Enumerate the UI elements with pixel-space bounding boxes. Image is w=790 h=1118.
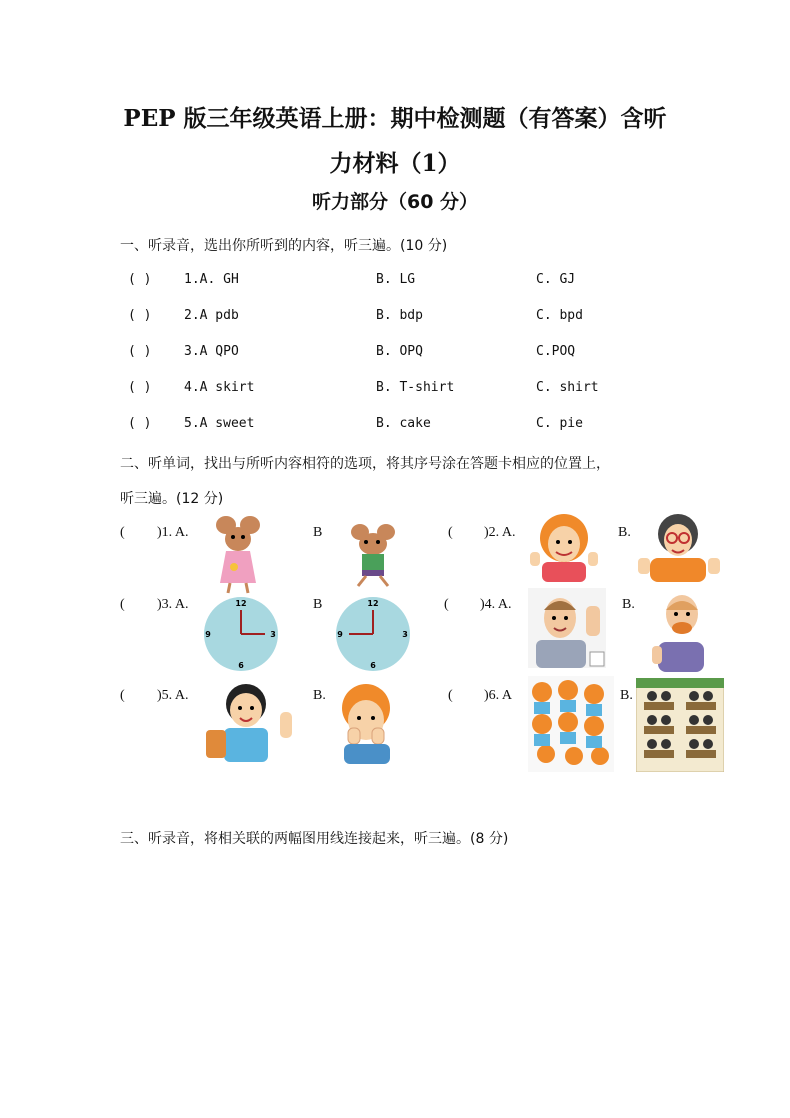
option-b-label: B. <box>313 688 326 703</box>
clock-number: 9 <box>205 630 211 639</box>
boy-orange-hair-image <box>336 680 398 764</box>
option-b-label: B <box>313 597 323 612</box>
answer-blank[interactable]: ( ) <box>128 308 152 323</box>
answer-paren[interactable]: ( <box>120 597 125 612</box>
clock-number: 3 <box>402 630 408 639</box>
clock-nine-oclock-image <box>335 596 411 672</box>
option-b: B. LG <box>376 272 416 287</box>
clock-number: 12 <box>367 599 379 608</box>
option-b-label: B <box>313 525 323 540</box>
classroom-image <box>636 678 724 772</box>
option-b: B. T-shirt <box>376 380 455 395</box>
question-label: )6. A <box>484 688 512 703</box>
section2-heading-line1: 二、听单词，找出与所听内容相符的选项，将其序号涂在答题卡相应的位置上， <box>120 456 610 472</box>
answer-paren[interactable]: ( <box>448 688 453 703</box>
option-b-label: B. <box>620 688 633 703</box>
option-c: C. shirt <box>536 380 599 395</box>
option-c: C. pie <box>536 416 583 431</box>
option-b: B. OPQ <box>376 344 423 359</box>
question-label: )5. A. <box>157 688 189 703</box>
option-a: 1.A. GH <box>184 272 239 287</box>
question-row <box>128 272 728 292</box>
answer-blank[interactable]: ( ) <box>128 272 152 287</box>
option-c: C.POQ <box>536 344 576 359</box>
mouse-shirt-image <box>344 520 402 588</box>
option-b: B. bdp <box>376 308 423 323</box>
clock-number: 9 <box>337 630 343 639</box>
girl-orange-hair-image <box>526 508 602 582</box>
question-label: )4. A. <box>480 597 512 612</box>
option-c: C. bpd <box>536 308 583 323</box>
question-row <box>128 416 728 436</box>
question-row <box>128 308 728 328</box>
option-a: 3.A QPO <box>184 344 239 359</box>
option-b: B. cake <box>376 416 431 431</box>
answer-blank[interactable]: ( ) <box>128 380 152 395</box>
boy-backpack-image <box>202 678 298 762</box>
woman-glasses-image <box>636 510 722 582</box>
mouse-dress-image <box>212 515 262 595</box>
question-row <box>128 344 728 364</box>
clock-number: 6 <box>238 661 244 670</box>
document-title-line1: PEP 版三年级英语上册：期中检测题（有答案）含听 <box>123 105 667 132</box>
clock-three-oclock-image <box>203 596 279 672</box>
man-waving-image <box>528 588 606 668</box>
document-title-line2: 力材料（1） <box>329 150 461 177</box>
question-label: )1. A. <box>157 525 189 540</box>
answer-paren[interactable]: ( <box>120 688 125 703</box>
question-label: )3. A. <box>157 597 189 612</box>
answer-blank[interactable]: ( ) <box>128 344 152 359</box>
section2-heading-line2: 听三遍。(12 分) <box>120 491 224 507</box>
option-a: 5.A sweet <box>184 416 255 431</box>
clock-number: 6 <box>370 661 376 670</box>
group-of-kids-image <box>528 676 614 772</box>
clock-number: 12 <box>235 599 247 608</box>
option-b-label: B. <box>622 597 635 612</box>
answer-paren[interactable]: ( <box>120 525 125 540</box>
option-a: 2.A pdb <box>184 308 239 323</box>
clock-number: 3 <box>270 630 276 639</box>
old-man-image <box>652 588 706 672</box>
answer-blank[interactable]: ( ) <box>128 416 152 431</box>
section-subtitle: 听力部分（60 分） <box>311 191 479 213</box>
answer-paren[interactable]: ( <box>444 597 449 612</box>
section1-heading: 一、听录音，选出你所听到的内容，听三遍。(10 分) <box>120 238 448 254</box>
question-label: )2. A. <box>484 525 516 540</box>
option-c: C. GJ <box>536 272 576 287</box>
question-row <box>128 380 728 400</box>
section3-heading: 三、听录音，将相关联的两幅图用线连接起来，听三遍。(8 分) <box>120 831 509 847</box>
answer-paren[interactable]: ( <box>448 525 453 540</box>
option-b-label: B. <box>618 525 631 540</box>
option-a: 4.A skirt <box>184 380 255 395</box>
